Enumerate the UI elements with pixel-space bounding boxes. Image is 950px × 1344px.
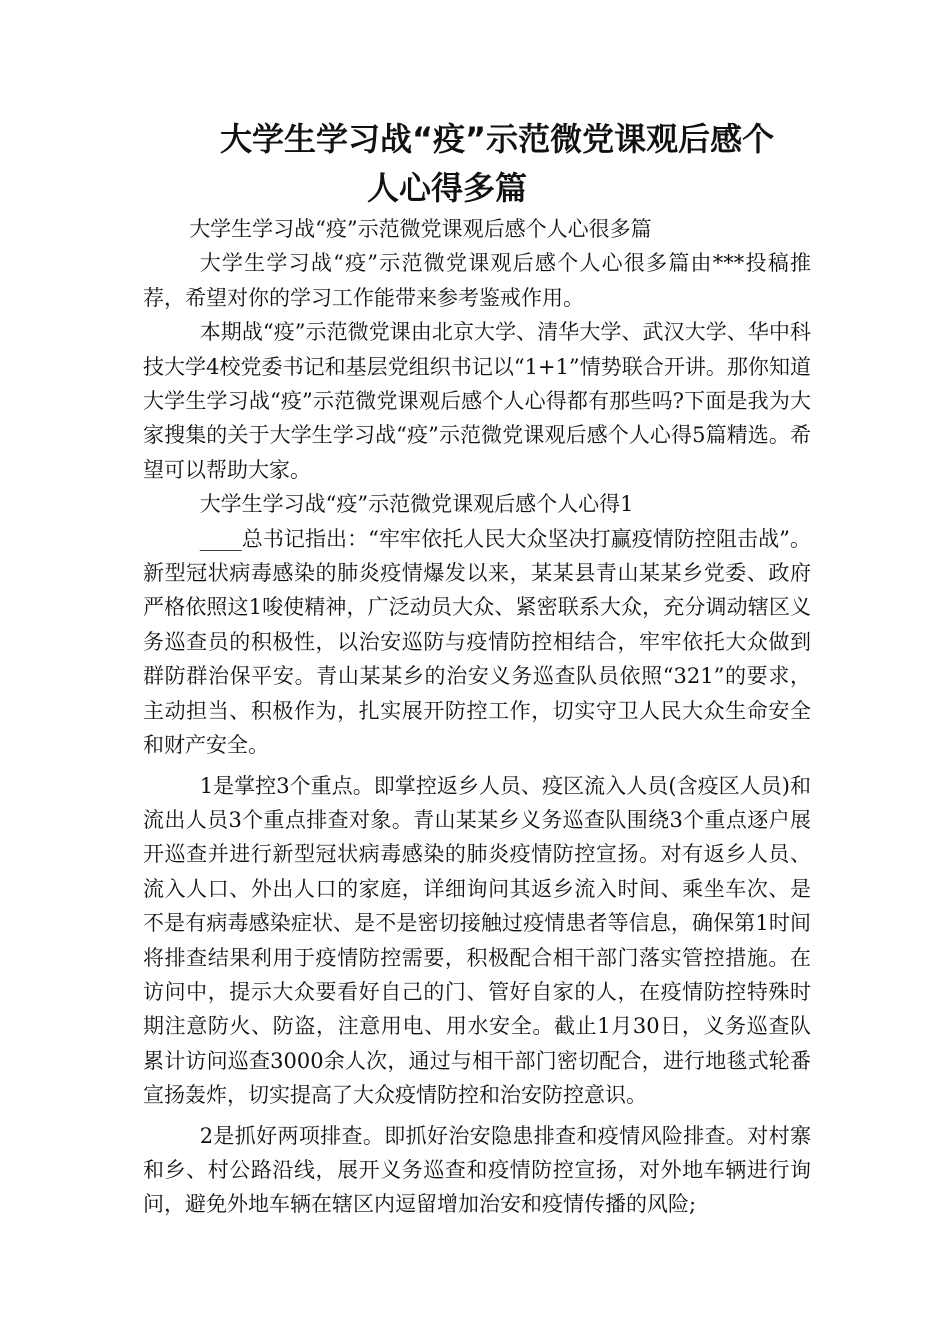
section-heading: 大学生学习战“疫”示范微党课观后感个人心得1 xyxy=(199,492,634,517)
paragraph: ____总书记指出：“牢牢依托人民大众坚决打赢疫情防控阻击战”。新型冠状病毒感染的肺炎疫情爆发以来，某某县青山某某乡党委、政府严格依照这1唆使精神，广泛动员大众、紧密联系大众，充分调动辖区义务巡查员的积极性，以治安巡防与疫情防控相结合，牢牢依托大众做到群防群治保平安。青山某某乡的治安义务巡查队员依照“321”的要求，主动担当、积极作为，扎实展开防控工作，切实守卫人民大众生命安全和财产安全。 xyxy=(143,526,811,758)
paragraph-summary: 本期战“疫”示范微党课由北京大学、清华大学、武汉大学、华中科技大学4校党委书记和基层党组织书记以“1+1”情势联合开讲。那你知道大学生学习战“疫”示范微党课观后感个人心得都有那些吗?下面是我为大家搜集的关于大学生学习战“疫”示范微党课观后感个人心得5篇精选。希望可以帮助大家。 xyxy=(143,320,811,482)
paragraph: 1是掌控3个重点。即掌控返乡人员、疫区流入人员(含疫区人员)和流出人员3个重点排查对象。青山某某乡义务巡查队围绕3个重点逐户展开巡查并进行新型冠状病毒感染的肺炎疫情防控宣扬。对有返乡人员、流入人口、外出人口的家庭，详细询问其返乡流入时间、乘坐车次、是不是有病毒感染症状、是不是密切接触过疫情患者等信息，确保第1时间将排查结果利用于疫情防控需要，积极配合相干部门落实管控措施。在访问中，提示大众要看好自己的门、管好自家的人，在疫情防控特殊时期注意防火、防盗，注意用电、用水安全。截止1月30日，义务巡查队累计访问巡查3000余人次，通过与相干部门密切配合，进行地毯式轮番宣扬轰炸，切实提高了大众疫情防控和治安防控意识。 xyxy=(143,773,811,1108)
document-body xyxy=(143,212,811,1222)
document-subtitle: 大学生学习战“疫”示范微党课观后感个人心很多篇 xyxy=(189,217,652,241)
document-title-line2: 人心得多篇 xyxy=(367,169,528,207)
paragraph-intro: 大学生学习战“疫”示范微党课观后感个人心很多篇由***投稿推荐，希望对你的学习工作能带来参考鉴戒作用。 xyxy=(143,251,811,310)
document-title-line1: 大学生学习战“疫”示范微党课观后感个 xyxy=(220,120,775,158)
paragraph: 2是抓好两项排查。即抓好治安隐患排查和疫情风险排查。对村寨和乡、村公路沿线，展开义务巡查和疫情防控宣扬，对外地车辆进行询问，避免外地车辆在辖区内逗留增加治安和疫情传播的风险; xyxy=(143,1123,811,1217)
